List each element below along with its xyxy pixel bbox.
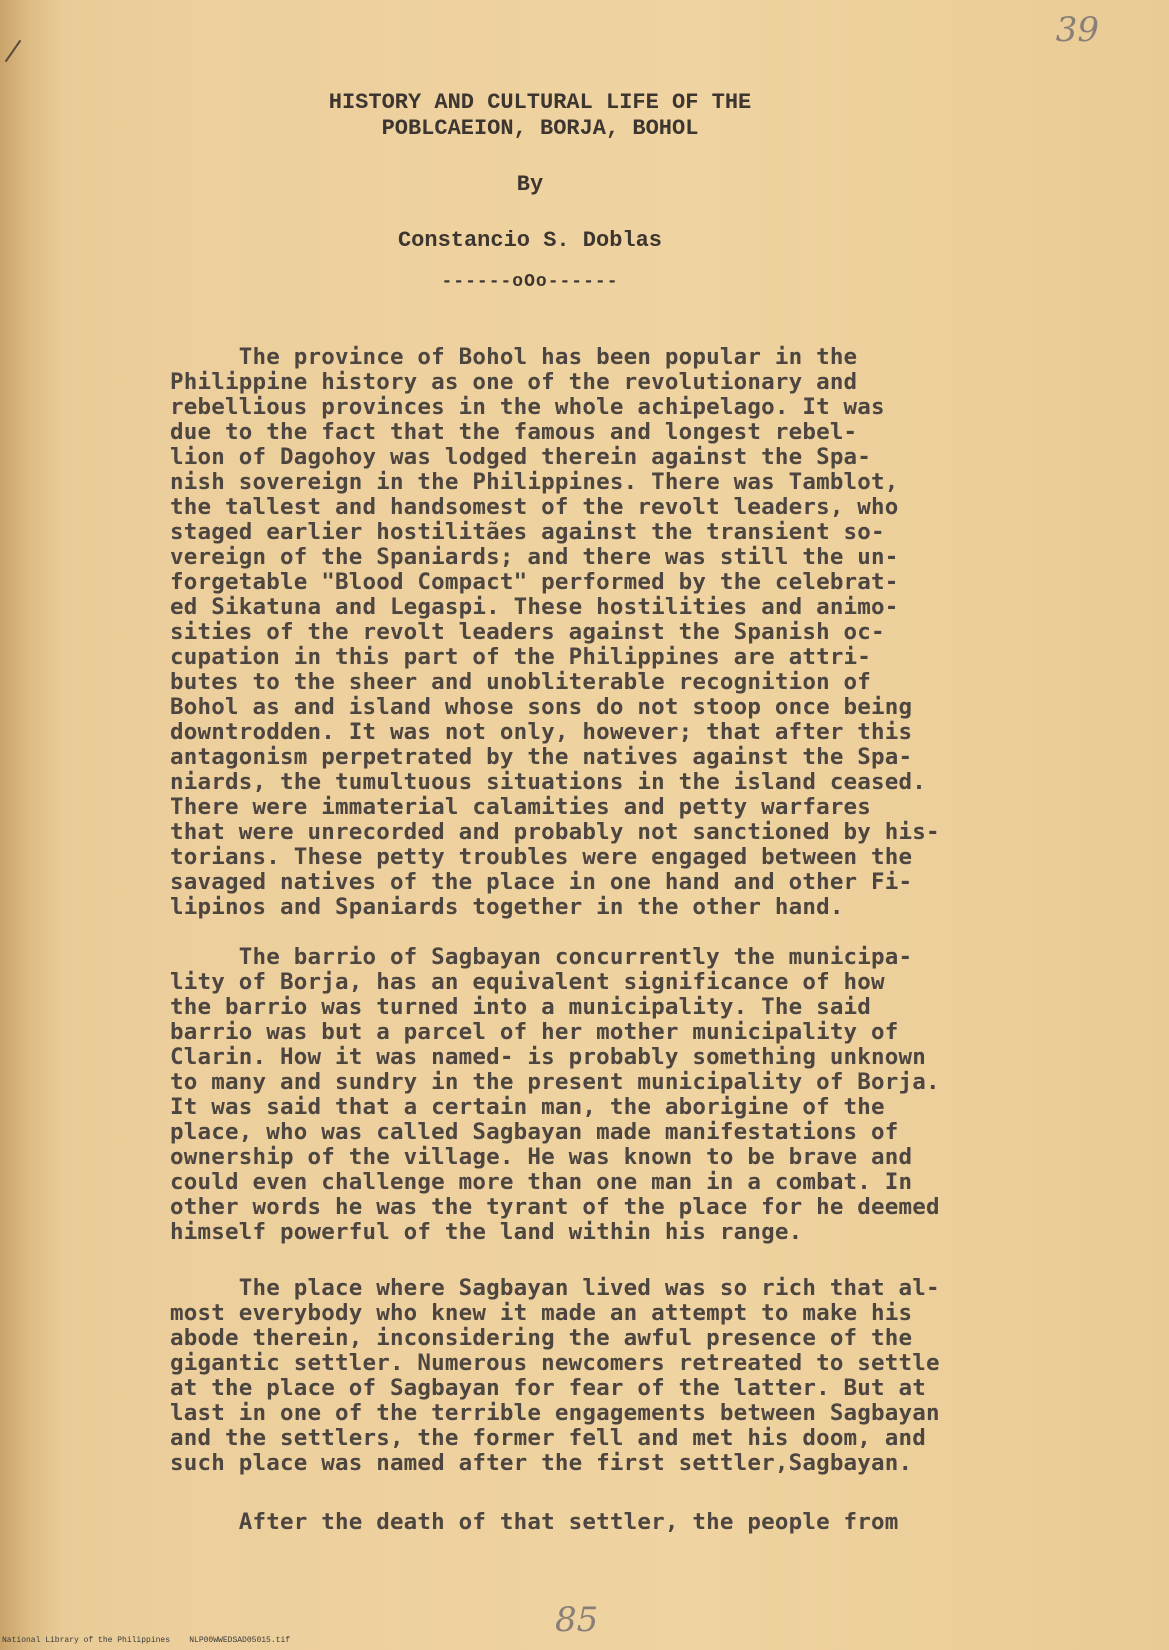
text-line: butes to the sheer and unobliterable recognition of <box>170 669 872 695</box>
text-line: to many and sundry in the present municipality of Borja. <box>170 1069 940 1095</box>
text-line: staged earlier hostilitães against the transient so- <box>170 519 885 545</box>
text-line: savaged natives of the place in one hand and other Fi- <box>170 869 913 895</box>
text-line: vereign of the Spaniards; and there was still the un- <box>170 544 899 570</box>
paragraph-3 <box>170 1276 1070 1476</box>
text-line: ownership of the village. He was known to be brave and <box>170 1144 913 1170</box>
text-line: that were unrecorded and probably not sanctioned by his- <box>170 819 940 845</box>
text-line: most everybody who knew it made an attempt to make his <box>170 1300 913 1326</box>
handwritten-page-number: 39 <box>1055 10 1099 50</box>
document-title <box>250 90 830 142</box>
text-line: such place was named after the first settler,Sagbayan. <box>170 1450 913 1476</box>
text-line: After the death of that settler, the people from <box>170 1509 899 1535</box>
text-line: It was said that a certain man, the aborigine of the <box>170 1094 885 1120</box>
text-line: at the place of Sagbayan for fear of the latter. But at <box>170 1375 927 1401</box>
text-line: due to the fact that the famous and longest rebel- <box>170 419 858 445</box>
text-line: Bohol as and island whose sons do not stoop once being <box>170 694 913 720</box>
text-line: ed Sikatuna and Legaspi. These hostilities and animo- <box>170 594 899 620</box>
text-line: could even challenge more than one man in a combat. In <box>170 1169 913 1195</box>
text-line: The province of Bohol has been popular in the <box>170 344 858 370</box>
text-line: lipinos and Spaniards together in the other hand. <box>170 894 844 920</box>
text-line: downtrodden. It was not only, however; that after this <box>170 719 913 745</box>
title-line-2: POBLCAEION, BORJA, BOHOL <box>381 116 699 141</box>
text-line: lion of Dagohoy was lodged therein against the Spa- <box>170 444 872 470</box>
text-line: nish sovereign in the Philippines. There was Tamblot, <box>170 469 899 495</box>
text-line: and the settlers, the former fell and met his doom, and <box>170 1425 927 1451</box>
byline-label: By <box>516 172 544 197</box>
edge-mark <box>5 40 22 62</box>
paragraph-4 <box>170 1510 1070 1535</box>
title-line-1: HISTORY AND CULTURAL LIFE OF THE <box>328 90 752 115</box>
text-line: antagonism perpetrated by the natives against the Spa- <box>170 744 913 770</box>
text-line: abode therein, inconsidering the awful presence of the <box>170 1325 913 1351</box>
text-line: The place where Sagbayan lived was so rich that al- <box>170 1275 940 1301</box>
section-divider: ------oOo------ <box>441 272 619 292</box>
text-line: forgetable "Blood Compact" performed by the celebrat- <box>170 569 899 595</box>
text-line: himself powerful of the land within his range. <box>170 1219 803 1245</box>
text-line: rebellious provinces in the whole achipelago. It was <box>170 394 885 420</box>
text-line: There were immaterial calamities and petty warfares <box>170 794 872 820</box>
text-line: the barrio was turned into a municipality. The said <box>170 994 872 1020</box>
text-line: other words he was the tyrant of the place for he deemed <box>170 1194 940 1220</box>
paragraph-2 <box>170 945 1070 1245</box>
author-name: Constancio S. Doblas <box>397 228 663 253</box>
text-line: torians. These petty troubles were engaged between the <box>170 844 913 870</box>
text-line: lity of Borja, has an equivalent significance of how <box>170 969 885 995</box>
handwritten-bottom-number: 85 <box>555 1600 599 1640</box>
text-line: The barrio of Sagbayan concurrently the municipa- <box>170 944 913 970</box>
text-line: cupation in this part of the Philippines are attri- <box>170 644 872 670</box>
text-line: the tallest and handsomest of the revolt leaders, who <box>170 494 899 520</box>
text-line: place, who was called Sagbayan made manifestations of <box>170 1119 899 1145</box>
paragraph-1 <box>170 345 1070 920</box>
scan-footer: National Library of the Philippines NLP00WWEDSAD05015.tif <box>2 1636 291 1645</box>
text-line: barrio was but a parcel of her mother municipality of <box>170 1019 899 1045</box>
text-line: Clarin. How it was named- is probably something unknown <box>170 1044 927 1070</box>
text-line: last in one of the terrible engagements between Sagbayan <box>170 1400 940 1426</box>
text-line: gigantic settler. Numerous newcomers retreated to settle <box>170 1350 940 1376</box>
text-line: niards, the tumultuous situations in the island ceased. <box>170 769 927 795</box>
text-line: Philippine history as one of the revolutionary and <box>170 369 858 395</box>
text-line: sities of the revolt leaders against the Spanish oc- <box>170 619 885 645</box>
